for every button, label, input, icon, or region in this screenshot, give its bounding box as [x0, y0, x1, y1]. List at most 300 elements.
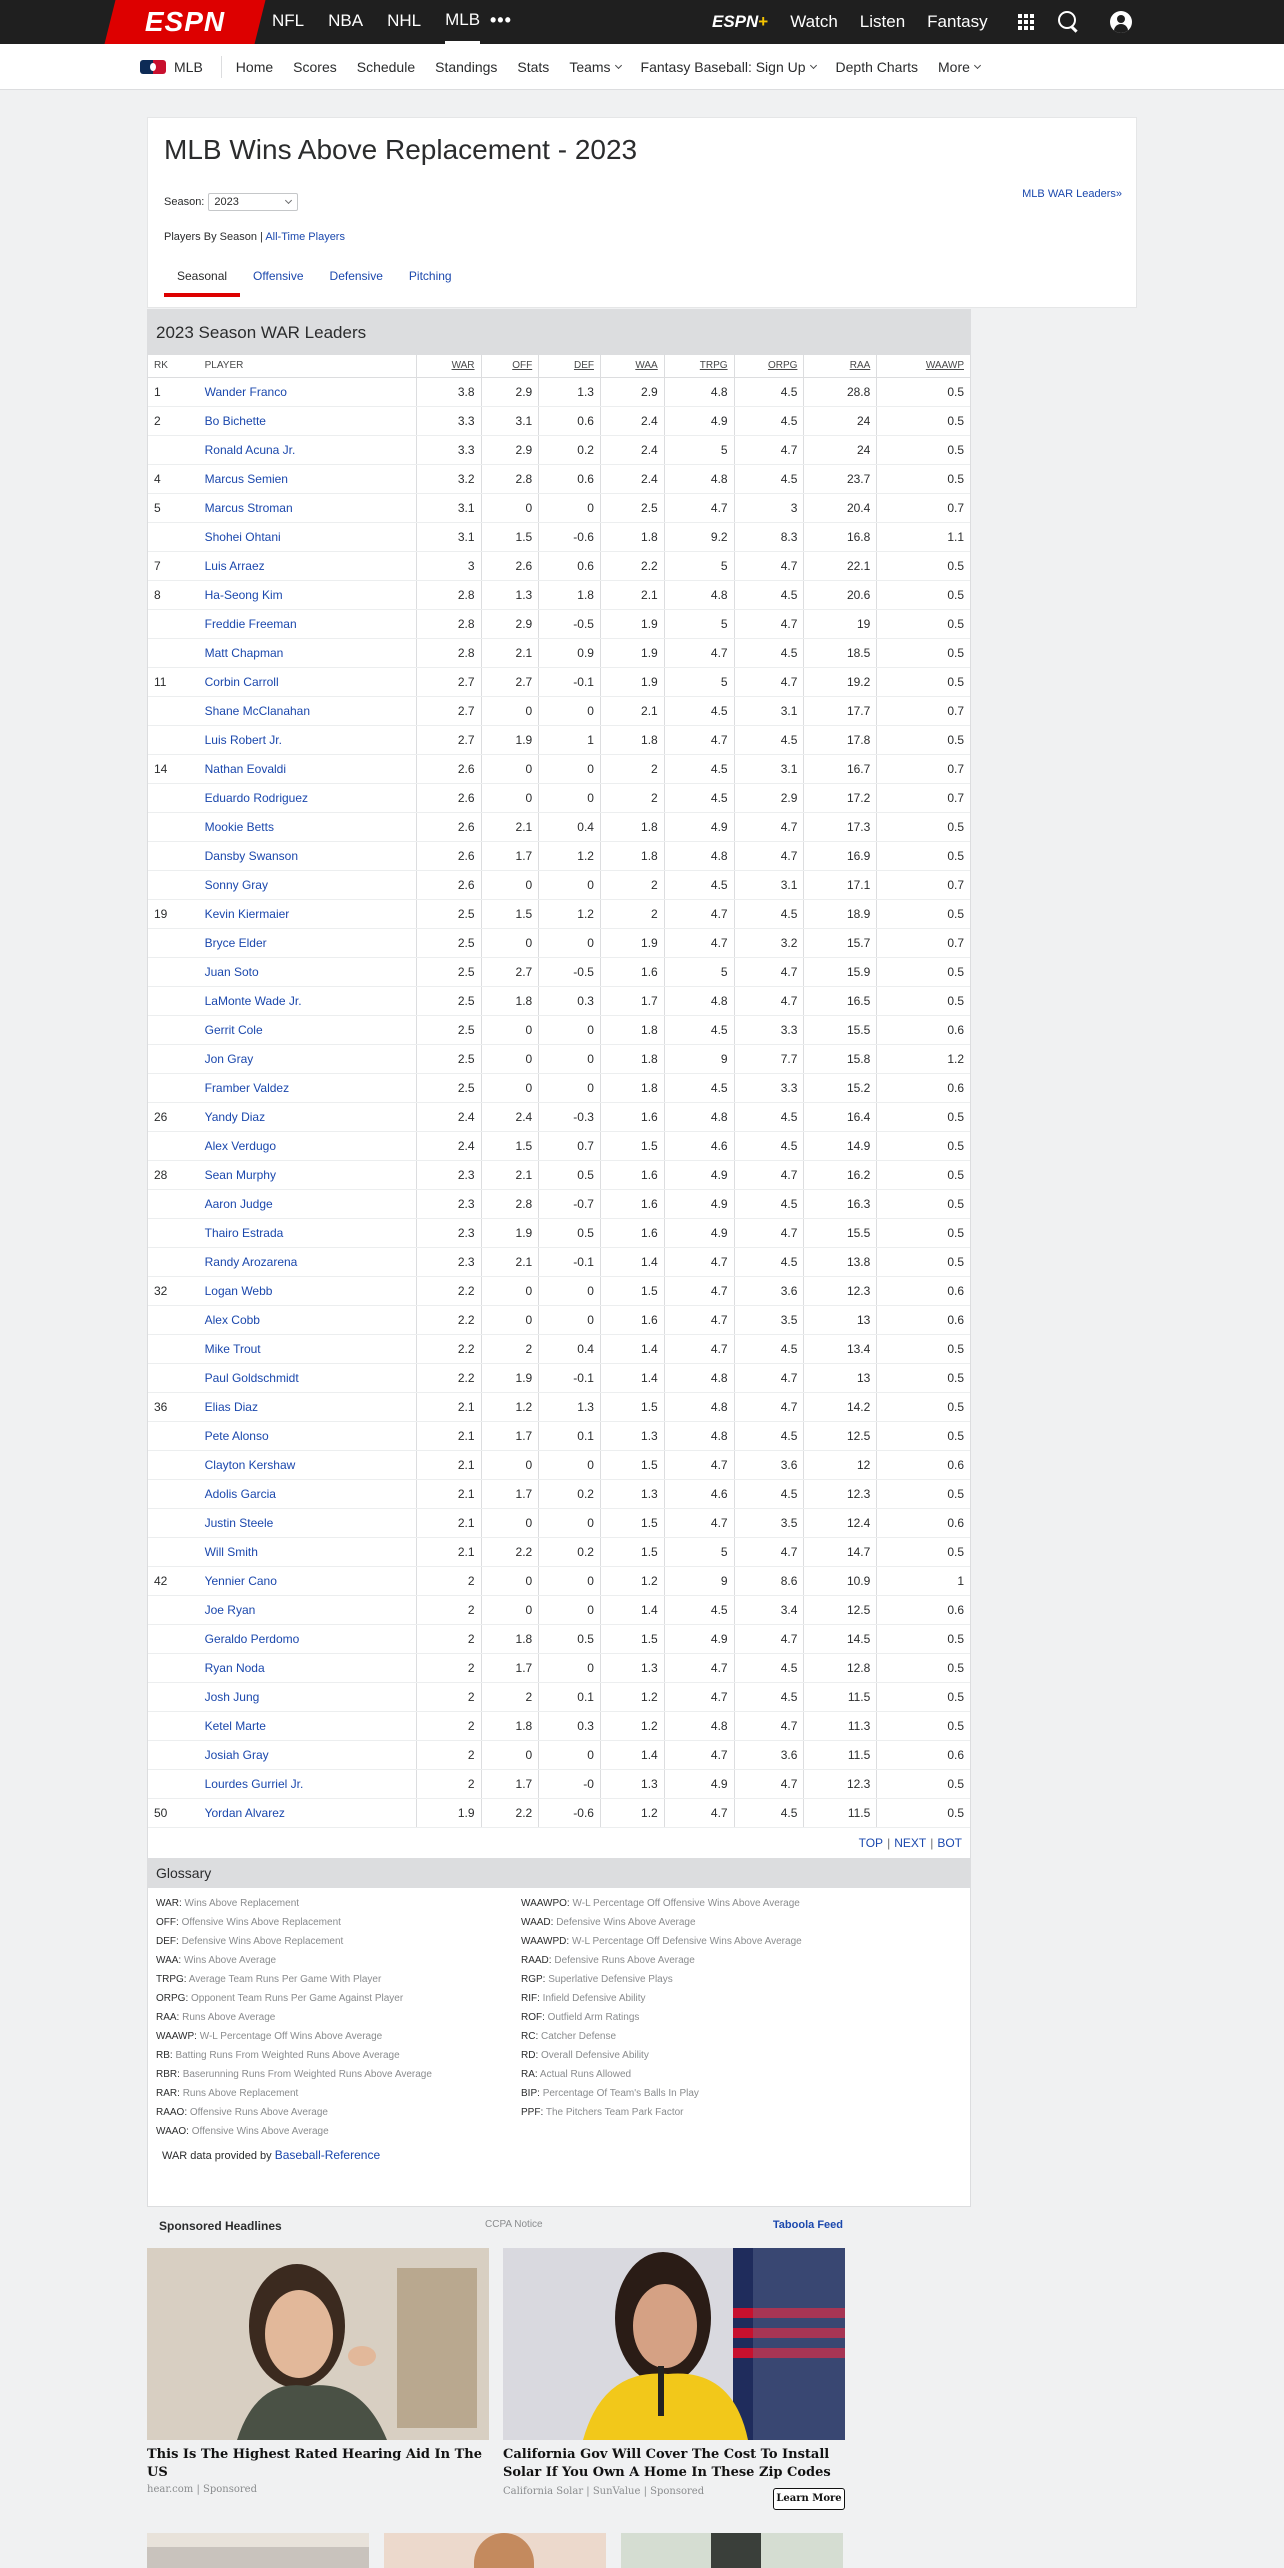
sort-orpg-link[interactable]: ORPG — [767, 360, 798, 372]
cell-raa: 16.4 — [804, 1102, 877, 1131]
sponsored-header — [147, 2215, 843, 2239]
player-link[interactable]: Corbin Carroll — [204, 674, 279, 689]
cell-rank — [148, 1769, 199, 1798]
cell-waa: 1.3 — [600, 1479, 664, 1508]
player-link[interactable]: Joe Ryan — [204, 1602, 256, 1617]
col-header-war[interactable] — [416, 355, 481, 377]
subnav-fantasy-label: Fantasy Baseball: Sign Up — [640, 58, 806, 75]
glossary-entry — [156, 1932, 432, 1951]
glossary-entry — [521, 1970, 802, 1989]
tab-seasonal[interactable]: Seasonal — [164, 263, 240, 297]
cell-waawp: 0.6 — [877, 1276, 970, 1305]
cell-waa: 1.2 — [600, 1566, 664, 1595]
cell-def: 0 — [539, 1015, 601, 1044]
cell-def: 0.3 — [539, 986, 601, 1015]
cell-raa: 11.3 — [804, 1711, 877, 1740]
table-row — [148, 464, 970, 493]
cell-waawp: 0.5 — [877, 841, 970, 870]
cell-player — [199, 783, 417, 812]
cell-rank — [148, 1537, 199, 1566]
cell-orpg: 4.7 — [734, 1769, 804, 1798]
pager-top-link[interactable]: TOP — [858, 1835, 884, 1850]
table-row — [148, 493, 970, 522]
player-link[interactable]: Framber Valdez — [204, 1080, 290, 1095]
player-link[interactable]: Thairo Estrada — [204, 1225, 284, 1240]
cell-raa: 19.2 — [804, 667, 877, 696]
subnav-scores[interactable]: Scores — [293, 58, 337, 75]
cell-player — [199, 957, 417, 986]
cell-waawp: 0.7 — [877, 783, 970, 812]
cell-raa: 12.5 — [804, 1595, 877, 1624]
cell-orpg: 3.6 — [734, 1450, 804, 1479]
cell-trpg: 4.5 — [664, 1015, 734, 1044]
cell-raa: 19 — [804, 609, 877, 638]
player-link[interactable]: Wander Franco — [204, 384, 287, 399]
cell-waa: 1.6 — [600, 1189, 664, 1218]
cell-waawp: 0.5 — [877, 1247, 970, 1276]
cell-war: 2.5 — [416, 899, 481, 928]
player-link[interactable]: Aaron Judge — [204, 1196, 273, 1211]
cell-off: 1.7 — [481, 841, 539, 870]
player-link[interactable]: Adolis Garcia — [204, 1486, 276, 1501]
table-row — [148, 899, 970, 928]
glossary-definition: Outfield Arm Ratings — [547, 2011, 640, 2023]
cell-raa: 10.9 — [804, 1566, 877, 1595]
glossary-term: RAA: — [156, 2011, 180, 2023]
cell-waa: 1.4 — [600, 1247, 664, 1276]
player-link[interactable]: Mike Trout — [204, 1341, 261, 1356]
cell-waa: 1.9 — [600, 609, 664, 638]
nav-mlb-link[interactable]: MLB — [445, 0, 480, 44]
player-link[interactable]: Eduardo Rodriguez — [204, 790, 309, 805]
glossary-definition: Percentage Of Team's Balls In Play — [542, 2087, 699, 2099]
more-sports-icon[interactable]: ••• — [490, 10, 512, 30]
glossary-entry — [156, 2122, 432, 2141]
chevron-down-icon — [809, 61, 816, 68]
cell-trpg: 4.7 — [664, 1276, 734, 1305]
war-leaders-table — [148, 355, 970, 1828]
cell-def: 0 — [539, 1450, 601, 1479]
cell-war: 2.7 — [416, 696, 481, 725]
cell-waawp: 0.7 — [877, 696, 970, 725]
mlb-war-leaders-link[interactable]: MLB WAR Leaders» — [1022, 188, 1122, 200]
cell-orpg: 4.5 — [734, 1421, 804, 1450]
table-row — [148, 1450, 970, 1479]
cell-waawp: 0.5 — [877, 551, 970, 580]
player-link[interactable]: Ketel Marte — [204, 1718, 266, 1733]
cell-waa: 1.5 — [600, 1508, 664, 1537]
player-link[interactable]: Geraldo Perdomo — [204, 1631, 300, 1646]
glossary-term: WAAD: — [521, 1916, 554, 1928]
player-link[interactable]: Gerrit Cole — [204, 1022, 263, 1037]
player-link[interactable]: Yennier Cano — [204, 1573, 277, 1588]
player-link[interactable]: Ha-Seong Kim — [204, 587, 283, 602]
cell-war: 3.3 — [416, 406, 481, 435]
espn-logo[interactable] — [105, 0, 266, 44]
sort-war-link[interactable]: WAR — [451, 360, 475, 372]
glossary-right-column — [521, 1894, 802, 2122]
player-link[interactable]: Josh Jung — [204, 1689, 260, 1704]
player-link[interactable]: Mookie Betts — [204, 819, 274, 834]
cell-orpg: 4.7 — [734, 812, 804, 841]
player-link[interactable]: Freddie Freeman — [204, 616, 297, 631]
cell-trpg: 4.7 — [664, 928, 734, 957]
player-link[interactable]: Marcus Semien — [204, 471, 288, 486]
player-link[interactable]: Alex Cobb — [204, 1312, 260, 1327]
sort-trpg-link[interactable]: TRPG — [699, 360, 728, 372]
glossary-term: RBR: — [156, 2068, 180, 2080]
cell-orpg: 4.5 — [734, 1131, 804, 1160]
cell-trpg: 5 — [664, 435, 734, 464]
cell-rank — [148, 783, 199, 812]
player-link[interactable]: Will Smith — [204, 1544, 258, 1559]
subnav-stats[interactable]: Stats — [517, 58, 550, 75]
cell-waa: 1.8 — [600, 841, 664, 870]
cell-def: 0 — [539, 1508, 601, 1537]
player-link[interactable]: Luis Arraez — [204, 558, 265, 573]
cell-rank — [148, 1073, 199, 1102]
cell-def: 0 — [539, 1740, 601, 1769]
cell-trpg: 4.5 — [664, 754, 734, 783]
nav-nba-link[interactable]: NBA — [328, 11, 364, 30]
cell-orpg: 4.7 — [734, 1363, 804, 1392]
cell-rank — [148, 957, 199, 986]
cell-war: 2.1 — [416, 1508, 481, 1537]
glossary-term: WAAWP: — [156, 2030, 197, 2042]
mlb-sub-navigation — [0, 44, 1284, 90]
nav-nfl-link[interactable]: NFL — [272, 11, 305, 30]
player-link[interactable]: Josiah Gray — [204, 1747, 269, 1762]
cell-orpg: 4.7 — [734, 841, 804, 870]
table-caption: 2023 Season WAR Leaders — [148, 310, 970, 355]
sponsored-ad-thumb-2[interactable] — [384, 2533, 606, 2568]
season-filter — [164, 193, 298, 211]
player-link[interactable]: Kevin Kiermaier — [204, 906, 290, 921]
glossary-entry — [521, 1894, 802, 1913]
cell-orpg: 4.5 — [734, 580, 804, 609]
cell-orpg: 4.7 — [734, 667, 804, 696]
pager-separator: | — [930, 1835, 934, 1850]
cell-waa: 1.6 — [600, 1160, 664, 1189]
nav-fantasy-link[interactable]: Fantasy — [927, 12, 988, 31]
subnav-depth-charts[interactable]: Depth Charts — [835, 58, 919, 75]
cell-war: 2.8 — [416, 638, 481, 667]
cell-waa: 1.6 — [600, 1305, 664, 1334]
sort-raa-link[interactable]: RAA — [849, 360, 871, 372]
season-select[interactable]: 2023 — [208, 193, 298, 211]
player-link[interactable]: Elias Diaz — [204, 1399, 258, 1414]
cell-off: 0 — [481, 1305, 539, 1334]
col-header-raa[interactable] — [804, 355, 877, 377]
player-link[interactable]: Clayton Kershaw — [204, 1457, 296, 1472]
subnav-more-label: More — [938, 58, 970, 75]
cell-def: 0 — [539, 1566, 601, 1595]
glossary-definition: Wins Above Average — [183, 1954, 277, 1966]
pager-bottom-link[interactable]: BOT — [937, 1835, 962, 1850]
cell-waa: 1.5 — [600, 1537, 664, 1566]
cell-raa: 17.1 — [804, 870, 877, 899]
player-link[interactable]: Lourdes Gurriel Jr. — [204, 1776, 304, 1791]
cell-player — [199, 435, 417, 464]
table-row — [148, 1276, 970, 1305]
cell-raa: 16.7 — [804, 754, 877, 783]
pager-next-link[interactable]: NEXT — [894, 1835, 927, 1850]
cell-player — [199, 1769, 417, 1798]
learn-more-button[interactable]: Learn More — [773, 2488, 845, 2510]
player-link[interactable]: Marcus Stroman — [204, 500, 293, 515]
player-link[interactable]: Justin Steele — [204, 1515, 274, 1530]
table-row — [148, 551, 970, 580]
sponsored-ad-hearing[interactable] — [147, 2248, 489, 2495]
col-header-orpg[interactable] — [734, 355, 804, 377]
player-link[interactable]: Sonny Gray — [204, 877, 268, 892]
subnav-fantasy[interactable] — [641, 59, 816, 75]
col-header-off[interactable] — [481, 355, 539, 377]
table-row — [148, 725, 970, 754]
cell-waawp: 0.5 — [877, 435, 970, 464]
cell-waa: 1.5 — [600, 1624, 664, 1653]
war-table-body — [148, 377, 970, 1827]
cell-def: -0.1 — [539, 1247, 601, 1276]
ad-headline[interactable]: California Gov Will Cover The Cost To Install Solar If You Own A Home In These Zip Codes — [503, 2447, 831, 2480]
cell-raa: 11.5 — [804, 1740, 877, 1769]
espn-plus-logo[interactable] — [712, 12, 768, 32]
cell-off: 1.8 — [481, 1711, 539, 1740]
cell-war: 2.3 — [416, 1247, 481, 1276]
table-header-row — [148, 355, 970, 377]
cell-orpg: 4.5 — [734, 464, 804, 493]
tab-defensive[interactable]: Defensive — [329, 269, 383, 283]
war-leaders-card — [147, 309, 971, 2207]
table-row — [148, 580, 970, 609]
cell-player — [199, 1392, 417, 1421]
sponsored-ad-thumb-3[interactable] — [621, 2533, 843, 2568]
user-profile-icon[interactable] — [1110, 11, 1132, 33]
cell-def: 0.5 — [539, 1218, 601, 1247]
cell-off: 1.5 — [481, 899, 539, 928]
nav-nhl-link[interactable]: NHL — [387, 11, 422, 30]
player-link[interactable]: Nathan Eovaldi — [204, 761, 286, 776]
glossary-entry — [521, 1951, 802, 1970]
sponsored-title: Sponsored Headlines — [159, 2219, 282, 2233]
sponsored-ad-thumb-1[interactable] — [147, 2533, 369, 2568]
ad-image-woman-hearing-aid[interactable] — [147, 2248, 489, 2440]
cell-off: 2.2 — [481, 1798, 539, 1827]
all-time-players-link[interactable]: All-Time Players — [265, 231, 345, 243]
cell-orpg: 3 — [734, 493, 804, 522]
baseball-reference-link[interactable]: Baseball-Reference — [274, 2147, 381, 2162]
cell-def: 0.2 — [539, 1479, 601, 1508]
glossary-definition: W-L Percentage Off Defensive Wins Above Average — [571, 1935, 802, 1947]
search-icon[interactable] — [1058, 11, 1080, 33]
cell-war: 2.5 — [416, 1073, 481, 1102]
cell-rank — [148, 1189, 199, 1218]
col-header-waa[interactable] — [600, 355, 664, 377]
cell-rank: 1 — [148, 377, 199, 406]
sort-waawp-link[interactable]: WAAWP — [925, 360, 964, 372]
cell-war: 3.3 — [416, 435, 481, 464]
cell-raa: 13.8 — [804, 1247, 877, 1276]
cell-trpg: 9.2 — [664, 522, 734, 551]
glossary — [148, 1888, 970, 2148]
player-link[interactable]: Luis Robert Jr. — [204, 732, 282, 747]
cell-waa: 1.3 — [600, 1769, 664, 1798]
ad-source: hear.com | Sponsored — [147, 2484, 257, 2495]
ad-source: California Solar | SunValue | Sponsored — [503, 2486, 705, 2497]
chevron-down-icon — [974, 61, 981, 68]
subnav-schedule[interactable]: Schedule — [356, 58, 416, 75]
table-row — [148, 986, 970, 1015]
tab-pitching[interactable]: Pitching — [408, 269, 452, 283]
cell-raa: 22.1 — [804, 551, 877, 580]
cell-trpg: 4.6 — [664, 1479, 734, 1508]
cell-waa: 2 — [600, 870, 664, 899]
cell-waawp: 0.5 — [877, 1160, 970, 1189]
player-link[interactable]: Bryce Elder — [204, 935, 267, 950]
cell-waawp: 0.5 — [877, 406, 970, 435]
espn-plus-text: ESPN — [712, 12, 759, 31]
ad-image-woman-podium[interactable] — [503, 2248, 845, 2440]
cell-orpg: 4.5 — [734, 638, 804, 667]
cell-orpg: 4.7 — [734, 957, 804, 986]
glossary-definition: Offensive Wins Above Replacement — [181, 1916, 341, 1928]
player-link[interactable]: Alex Verdugo — [204, 1138, 276, 1153]
col-header-waawp[interactable] — [877, 355, 970, 377]
cell-war: 2.5 — [416, 1015, 481, 1044]
sort-def-link[interactable]: DEF — [573, 360, 594, 372]
cell-waa: 1.8 — [600, 522, 664, 551]
subnav-home[interactable]: Home — [235, 58, 274, 75]
cell-player — [199, 1479, 417, 1508]
player-link[interactable]: Juan Soto — [204, 964, 259, 979]
glossary-entry — [156, 1894, 432, 1913]
cell-waawp: 0.5 — [877, 957, 970, 986]
cell-waawp: 1 — [877, 1566, 970, 1595]
cell-war: 3.1 — [416, 493, 481, 522]
glossary-term: TRPG: — [156, 1973, 187, 1985]
cell-player — [199, 754, 417, 783]
player-link[interactable]: Jon Gray — [204, 1051, 254, 1066]
player-link[interactable]: Shohei Ohtani — [204, 529, 281, 544]
cell-rank — [148, 1015, 199, 1044]
cell-orpg: 3.6 — [734, 1740, 804, 1769]
cell-waawp: 0.5 — [877, 638, 970, 667]
player-link[interactable]: Sean Murphy — [204, 1167, 276, 1182]
cell-waawp: 0.5 — [877, 1218, 970, 1247]
glossary-definition: The Pitchers Team Park Factor — [545, 2106, 684, 2118]
cell-def: 0.5 — [539, 1624, 601, 1653]
taboola-feed-link[interactable]: Taboola Feed — [772, 2219, 843, 2231]
sponsored-ad-solar[interactable] — [503, 2248, 845, 2504]
table-row — [148, 1566, 970, 1595]
ccpa-notice-link[interactable]: CCPA Notice — [485, 2219, 543, 2230]
cell-waawp: 0.5 — [877, 812, 970, 841]
player-link[interactable]: Pete Alonso — [204, 1428, 269, 1443]
player-link[interactable]: Yandy Diaz — [204, 1109, 266, 1124]
nav-listen-link[interactable]: Listen — [859, 12, 906, 31]
cell-war: 2.3 — [416, 1189, 481, 1218]
player-link[interactable]: LaMonte Wade Jr. — [204, 993, 302, 1008]
player-link[interactable]: Paul Goldschmidt — [204, 1370, 299, 1385]
cell-trpg: 4.8 — [664, 1421, 734, 1450]
glossary-entry — [156, 2027, 432, 2046]
col-header-trpg[interactable] — [664, 355, 734, 377]
cell-rank — [148, 1218, 199, 1247]
player-link[interactable]: Logan Webb — [204, 1283, 273, 1298]
cell-waawp: 0.5 — [877, 1102, 970, 1131]
cell-rank: 42 — [148, 1566, 199, 1595]
mlb-logo-icon — [140, 60, 166, 74]
player-link[interactable]: Randy Arozarena — [204, 1254, 298, 1269]
cell-waa: 2.5 — [600, 493, 664, 522]
cell-war: 2.6 — [416, 754, 481, 783]
cell-rank — [148, 696, 199, 725]
cell-war: 2.6 — [416, 870, 481, 899]
apps-grid-icon[interactable] — [1018, 14, 1034, 30]
cell-off: 1.7 — [481, 1421, 539, 1450]
cell-war: 2 — [416, 1740, 481, 1769]
cell-raa: 17.2 — [804, 783, 877, 812]
cell-waawp: 0.5 — [877, 899, 970, 928]
cell-player — [199, 841, 417, 870]
player-link[interactable]: Dansby Swanson — [204, 848, 298, 863]
cell-rank — [148, 638, 199, 667]
sort-off-link[interactable]: OFF — [512, 360, 533, 372]
player-link[interactable]: Shane McClanahan — [204, 703, 311, 718]
cell-def: 0 — [539, 696, 601, 725]
col-header-def[interactable] — [539, 355, 601, 377]
player-link[interactable]: Ryan Noda — [204, 1660, 265, 1675]
cell-trpg: 4.7 — [664, 638, 734, 667]
col-header-rk: RK — [148, 355, 199, 377]
player-link[interactable]: Ronald Acuna Jr. — [204, 442, 296, 457]
cell-waa: 1.6 — [600, 957, 664, 986]
cell-waawp: 0.6 — [877, 1015, 970, 1044]
tab-offensive[interactable]: Offensive — [253, 269, 304, 283]
cell-rank: 26 — [148, 1102, 199, 1131]
cell-player — [199, 1276, 417, 1305]
player-link[interactable]: Yordan Alvarez — [204, 1805, 285, 1820]
cell-trpg: 4.7 — [664, 1247, 734, 1276]
subnav-league-label[interactable]: MLB — [174, 58, 203, 75]
table-row — [148, 696, 970, 725]
subnav-standings[interactable]: Standings — [435, 58, 498, 75]
cell-rank: 8 — [148, 580, 199, 609]
subnav-more[interactable] — [938, 59, 980, 75]
cell-player — [199, 667, 417, 696]
cell-waa: 1.4 — [600, 1334, 664, 1363]
ad-headline[interactable]: This Is The Highest Rated Hearing Aid In The US — [147, 2447, 482, 2480]
glossary-entry — [521, 2008, 802, 2027]
cell-player — [199, 522, 417, 551]
cell-waawp: 1.1 — [877, 522, 970, 551]
cell-raa: 12.4 — [804, 1508, 877, 1537]
subnav-teams[interactable] — [569, 59, 620, 75]
cell-trpg: 4.7 — [664, 493, 734, 522]
player-link[interactable]: Matt Chapman — [204, 645, 284, 660]
nav-watch-link[interactable]: Watch — [790, 12, 838, 31]
sort-waa-link[interactable]: WAA — [635, 360, 658, 372]
table-row — [148, 1073, 970, 1102]
cell-player — [199, 1682, 417, 1711]
glossary-term: RB: — [156, 2049, 173, 2061]
cell-rank — [148, 1131, 199, 1160]
table-row — [148, 783, 970, 812]
cell-off: 1.2 — [481, 1392, 539, 1421]
cell-rank — [148, 841, 199, 870]
cell-trpg: 4.9 — [664, 406, 734, 435]
player-link[interactable]: Bo Bichette — [204, 413, 266, 428]
